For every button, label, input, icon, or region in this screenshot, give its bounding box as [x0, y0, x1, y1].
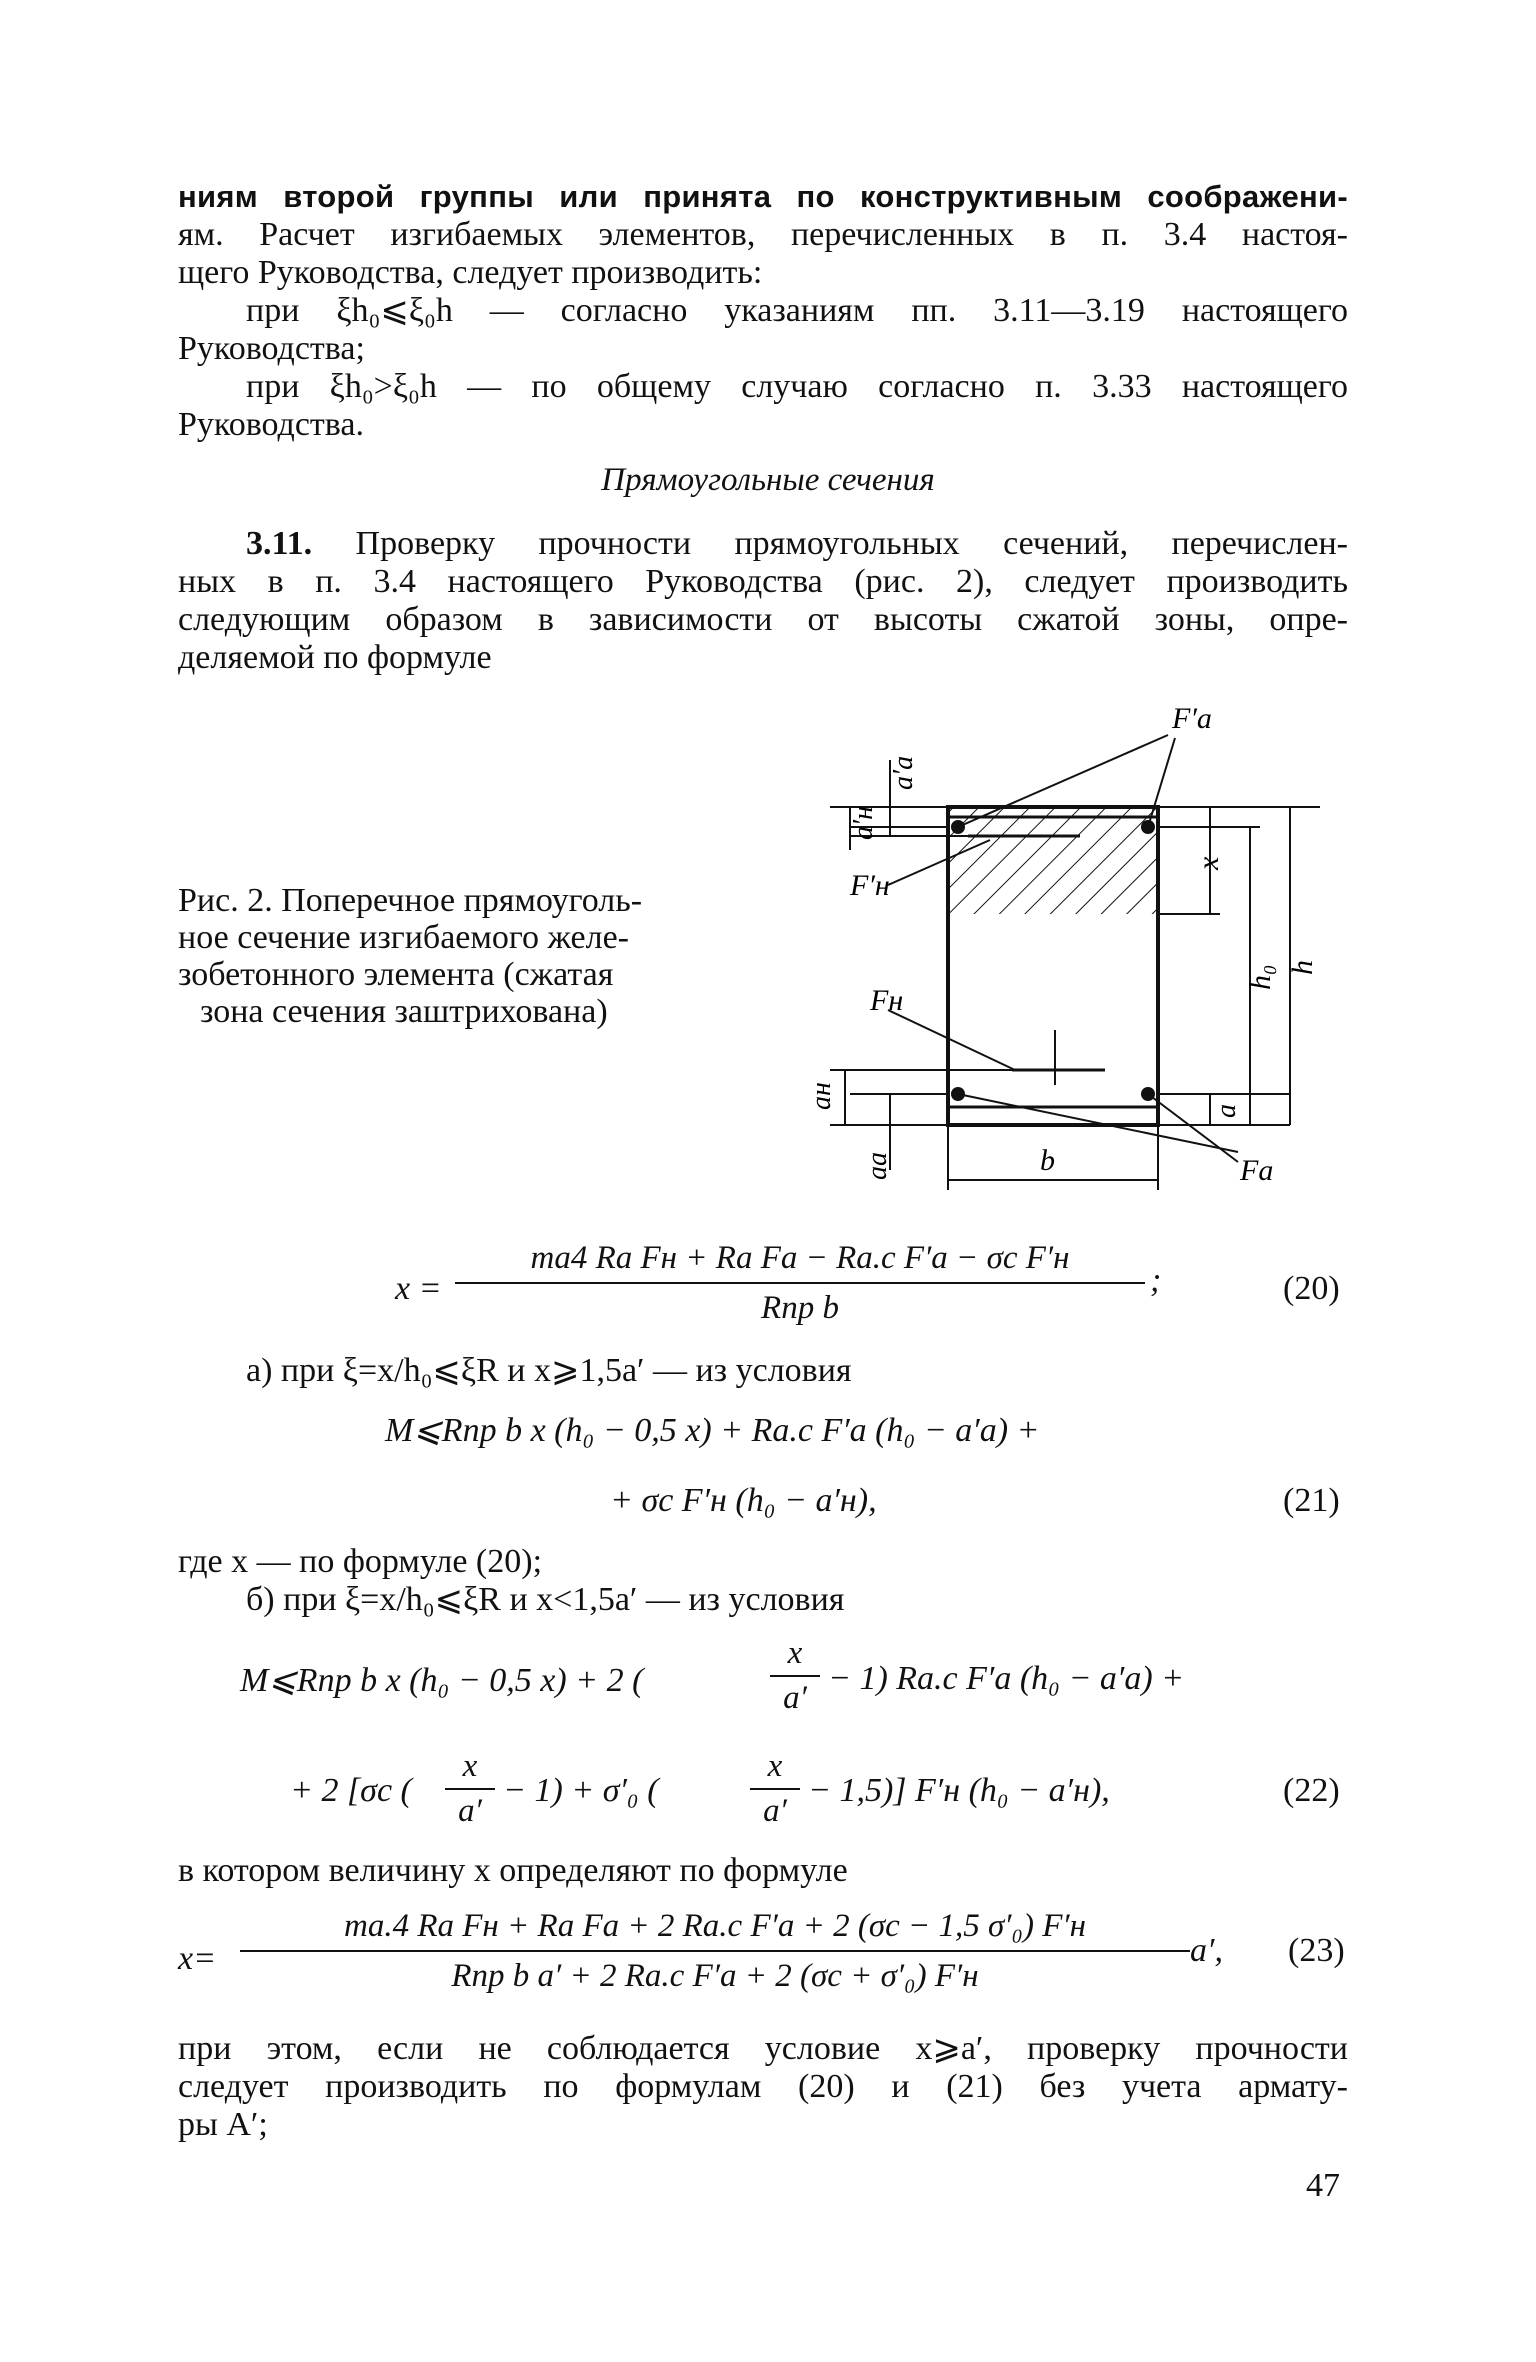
label-Fn-bottom: Fн — [870, 984, 904, 1017]
eq23-tail: a′, — [1190, 1932, 1223, 1969]
intro-paragraph — [178, 178, 1348, 444]
eq22-line-2a: + 2 [σс ( — [290, 1772, 412, 1809]
eq22-number: (22) — [1283, 1772, 1340, 1809]
eq22-line-2c: − 1,5)] F′н (h₀ − a′н), — [808, 1772, 1110, 1809]
p311-line-3: следующим образом в зависимости от высоты сжатой зоны, опре- — [178, 601, 1348, 638]
final-line-1: при этом, если не соблюдается условие x⩾a′, проверку прочности — [178, 2030, 1348, 2067]
eq22-frac1-num: x — [787, 1635, 803, 1671]
eq20-number: (20) — [1283, 1270, 1340, 1307]
paragraph-3-11 — [178, 525, 1348, 677]
where-x-text: где x — по формуле (20); — [178, 1543, 543, 1580]
intro-line-5: Руководства; — [178, 330, 365, 367]
p311-line-1 — [178, 525, 1348, 563]
eq21-line-1: M⩽Rпр b x (h₀ − 0,5 x) + Rа.с F′а (h₀ − a′а) + — [385, 1412, 1040, 1449]
intro-line-7: Руководства. — [178, 406, 364, 443]
label-an-top: a′н — [848, 805, 879, 840]
eq21-line-2: + σс F′н (h₀ − a′н), — [610, 1482, 877, 1519]
eq22-frac2-num: x — [462, 1748, 478, 1784]
final-line-3: ры A′; — [178, 2106, 268, 2143]
eq23-fraction-bar — [240, 1950, 1190, 1952]
p311-line-1-text: Проверку прочности прямоугольных сечений, перечислен- — [355, 525, 1349, 562]
cross-section-figure — [790, 690, 1350, 1210]
label-aa-bottom: aa — [862, 1152, 893, 1180]
label-Fn-top: F′н — [850, 869, 890, 902]
eq22-frac3-bar — [750, 1788, 800, 1790]
eq23-number: (23) — [1288, 1932, 1345, 1969]
intro-line-6: при ξh₀>ξ₀h — по общему случаю согласно п. 3.33 настоящего — [246, 368, 1348, 405]
page-number: 47 — [1306, 2167, 1340, 2204]
caption-line-2: ное сечение изгибаемого желе- — [178, 919, 629, 956]
eq23-denominator: Rпр b a′ + 2 Rа.с F′а + 2 (σс + σ′₀) F′н — [451, 1958, 979, 1994]
label-a-right: a — [1211, 1104, 1242, 1118]
label-Fa-top: F′a — [1172, 702, 1212, 735]
eq23-lhs: x= — [178, 1940, 217, 1977]
final-paragraph — [178, 2030, 1348, 2144]
intro-line-4: при ξh₀⩽ξ₀h — согласно указаниям пп. 3.11—3.19 настоящего — [246, 292, 1348, 329]
p311-line-2: ных в п. 3.4 настоящего Руководства (рис. 2), следует производить — [178, 563, 1348, 600]
caption-line-3: зобетонного элемента (сжатая — [178, 956, 614, 993]
caption-line-4: зона сечения заштрихована) — [200, 993, 608, 1030]
label-Fa-bottom: Fa — [1240, 1154, 1274, 1187]
section-heading: Прямоугольные сечения — [601, 462, 935, 498]
p311-number: 3.11. — [246, 525, 313, 562]
eq23-numerator: mа.4 Rа Fн + Rа Fа + 2 Rа.с F′а + 2 (σс − 1,5 σ′₀) F′н — [344, 1908, 1086, 1944]
eq20-tail: ; — [1150, 1262, 1162, 1299]
x-defined-text: в котором величину x определяют по формуле — [178, 1852, 848, 1889]
x-defined — [178, 1852, 1348, 1890]
eq22-frac3-den: a′ — [763, 1793, 787, 1829]
eq22-line-1b: − 1) Rа.с F′а (h₀ − a′а) + — [828, 1660, 1185, 1697]
p311-line-4: деляемой по формуле — [178, 639, 492, 676]
intro-line-3: щего Руководства, следует производить: — [178, 254, 763, 291]
label-h0: h₀ — [1244, 964, 1277, 990]
eq20-numerator: mа4 Rа Fн + Rа Fа − Rа.с F′а − σс F′н — [530, 1240, 1070, 1276]
label-h: h — [1286, 960, 1319, 975]
eq22-frac3-num: x — [767, 1748, 783, 1784]
final-line-2: следует производить по формулам (20) и (21) без учета армату- — [178, 2068, 1348, 2105]
eq22-frac2-bar — [445, 1788, 495, 1790]
eq22-line-1a: M⩽Rпр b x (h₀ − 0,5 x) + 2 ( — [240, 1662, 644, 1699]
label-x: x — [1192, 856, 1225, 870]
compressed-zone — [948, 807, 1158, 914]
case-a — [178, 1352, 1348, 1390]
intro-line-2: ям. Расчет изгибаемых элементов, перечисленных в п. 3.4 настоя- — [178, 216, 1348, 253]
case-b-text: б) при ξ=x/h₀⩽ξR и x<1,5a′ — из условия — [246, 1581, 845, 1618]
eq22-frac1-bar — [770, 1675, 820, 1677]
figure-caption — [178, 882, 718, 1030]
eq22-frac2-den: a′ — [458, 1793, 482, 1829]
eq22-frac1-den: a′ — [783, 1680, 807, 1716]
eq20-fraction-bar — [455, 1282, 1145, 1284]
leader-Fa-top-2 — [1148, 738, 1175, 827]
intro-line-1: ниям второй группы или принята по конструктивным соображени- — [178, 179, 1348, 214]
case-a-text: а) при ξ=x/h₀⩽ξR и x⩾1,5a′ — из условия — [246, 1352, 852, 1389]
leader-Fn-bottom — [888, 1010, 1015, 1070]
eq20-lhs: x = — [395, 1270, 442, 1307]
where-and-case-b — [178, 1543, 1348, 1619]
eq20-denominator: Rпр b — [761, 1290, 839, 1326]
eq22-line-2b: − 1) + σ′₀ ( — [503, 1772, 659, 1809]
label-b: b — [1040, 1144, 1055, 1177]
eq21-number: (21) — [1283, 1482, 1340, 1519]
label-an-bottom: aн — [806, 1082, 837, 1110]
caption-line-1: Рис. 2. Поперечное прямоуголь- — [178, 882, 643, 919]
label-aa-top: a′a — [888, 755, 919, 790]
